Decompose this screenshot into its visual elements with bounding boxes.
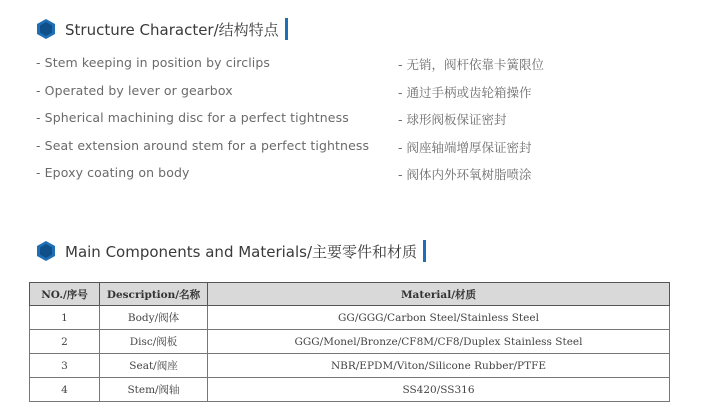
table-row (30, 306, 670, 330)
cell-description: Seat/阀座 (100, 354, 208, 378)
header-description: Description/名称 (100, 283, 208, 306)
list-item (36, 138, 676, 166)
hexagon-bullet-icon (36, 240, 56, 262)
table-row (30, 330, 670, 354)
feature-en: - Spherical machining disc for a perfect tightness (36, 110, 349, 125)
cell-no: 3 (30, 354, 100, 378)
cell-material: NBR/EPDM/Viton/Silicone Rubber/PTFE (208, 354, 670, 378)
cell-description: Body/阀体 (100, 306, 208, 330)
title-accent-bar (423, 240, 426, 262)
list-item (36, 83, 676, 111)
feature-en: - Operated by lever or gearbox (36, 82, 233, 98)
table-row (30, 378, 670, 402)
feature-cn: - 阀体内外环氧树脂喷涂 (398, 167, 532, 182)
cell-material: GGG/Monel/Bronze/CF8M/CF8/Duplex Stainless Steel (208, 330, 670, 354)
section-header-materials (36, 240, 426, 262)
header-material: Material/材质 (208, 283, 670, 306)
feature-cn: - 阀座轴端增厚保证密封 (398, 139, 532, 155)
feature-en: - Stem keeping in position by circlips (36, 55, 271, 70)
hexagon-bullet-icon (36, 18, 56, 40)
table-row (30, 354, 670, 378)
feature-en: - Epoxy coating on body (36, 165, 190, 180)
title-accent-bar (285, 18, 288, 40)
cell-no: 2 (30, 330, 100, 354)
feature-cn: - 无销，阀杆依靠卡簧限位 (398, 57, 544, 72)
list-item (36, 165, 676, 193)
feature-cn: - 球形阀板保证密封 (398, 112, 507, 127)
cell-no: 1 (30, 306, 100, 330)
section-title-materials: Main Components and Materials/主要零件和材质 (65, 242, 418, 261)
header-no: NO./序号 (30, 283, 100, 306)
list-item (36, 55, 676, 83)
list-item (36, 110, 676, 138)
feature-cn: - 通过手柄或齿轮箱操作 (398, 84, 532, 100)
feature-en: - Seat extension around stem for a perfect tightness (36, 137, 370, 153)
cell-description: Disc/阀板 (100, 330, 208, 354)
section-title-structure: Structure Character/结构特点 (65, 20, 279, 39)
cell-material: GG/GGG/Carbon Steel/Stainless Steel (208, 306, 670, 330)
cell-material: SS420/SS316 (208, 378, 670, 402)
cell-description: Stem/阀轴 (100, 378, 208, 402)
table-header-row (30, 283, 670, 306)
materials-table (29, 282, 670, 402)
feature-list (36, 55, 676, 193)
cell-no: 4 (30, 378, 100, 402)
section-header-structure (36, 18, 288, 40)
